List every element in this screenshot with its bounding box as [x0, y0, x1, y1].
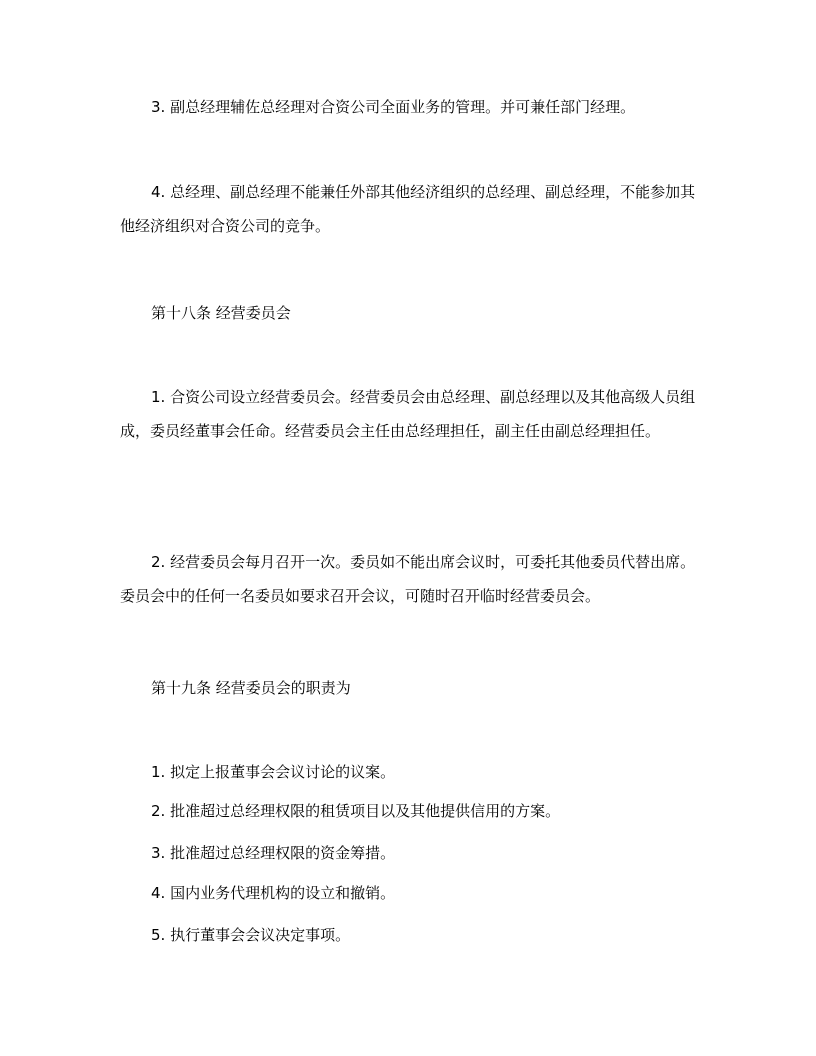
paragraph-item-4-concurrent-post-restriction: 4. 总经理、副总经理不能兼任外部其他经济组织的总经理、副总经理，不能参加其他经济组织对合资公司的竞争。 — [120, 183, 696, 235]
paragraph-committee-establishment: 1. 合资公司设立经营委员会。经营委员会由总经理、副总经理以及其他高级人员组成，委员经董事会任命。经营委员会主任由总经理担任，副主任由副总经理担任。 — [120, 388, 696, 440]
article-19-heading: 第十九条 经营委员会的职责为 — [151, 679, 351, 697]
duty-item-5: 5. 执行董事会会议决定事项。 — [151, 926, 351, 944]
paragraph-item-3-vice-gm-duties: 3. 副总经理辅佐总经理对合资公司全面业务的管理。并可兼任部门经理。 — [151, 98, 636, 116]
paragraph-committee-meetings: 2. 经营委员会每月召开一次。委员如不能出席会议时，可委托其他委员代替出席。委员会中的任何一名委员如要求召开会议，可随时召开临时经营委员会。 — [120, 553, 696, 605]
duty-item-3: 3. 批准超过总经理权限的资金筹措。 — [151, 844, 396, 862]
duty-item-2: 2. 批准超过总经理权限的租赁项目以及其他提供信用的方案。 — [151, 802, 561, 820]
article-18-heading: 第十八条 经营委员会 — [151, 304, 291, 322]
duty-item-1: 1. 拟定上报董事会会议讨论的议案。 — [151, 763, 396, 781]
duty-item-4: 4. 国内业务代理机构的设立和撤销。 — [151, 884, 396, 902]
